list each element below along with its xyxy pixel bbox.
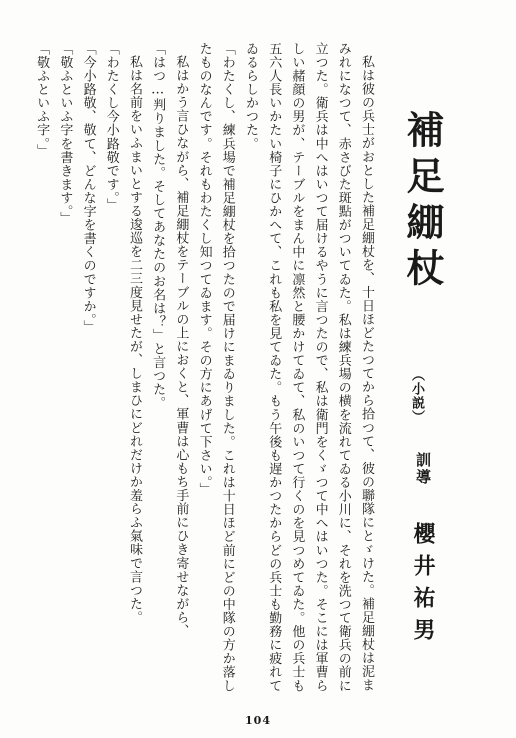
paragraph: 「わたくし、練兵場で補足綳杖を拾つたので届けにまゐりました。これは十日ほど前にどの中隊の方か落したものなんです。それもわたくし知つてゐます。その方にあげて下さい。」 (196, 42, 235, 693)
paragraph: 「はつ…判りました。そしてあなたのお名は？」と言つた。 (150, 42, 166, 410)
paragraph: 「敬ふといふ字。」 (34, 42, 50, 158)
paragraph: 「敬ふといふ字を書きます。」 (57, 42, 73, 226)
paragraph: 私は彼の兵士がおとした補足綳杖を、十日ほどたつてから拾つて、彼の聯隊にとゞけた。補足綳杖は泥まみれになつて、赤さびた斑點がついてゐた。私は練兵場の横を流れてゐる小川に、それを洗つて衛兵の前に立つた。衛兵は中へはいつて届けるやうに言つたので、私は衛門をくゞつて中へはいつた。そこには軍曹らしい赭顔の男が、テーブルをまん中に凛然と腰かけてゐて、私のいつて行くのを見つめてゐた。他の兵士も五六人長いかたい椅子にひかへて、これも私を見てゐた。もう午後も遅かつたからどの兵士も勤務に疲れてゐるらしかつた。 (242, 42, 374, 693)
author-name: 櫻井祐男 (410, 522, 436, 650)
author-role: 訓導 (414, 452, 432, 486)
genre-label: （小説） (409, 368, 424, 424)
story-body (22, 42, 378, 694)
page-number: 104 (245, 714, 271, 727)
author-byline (408, 452, 439, 650)
paragraph: 「今小路敬、敬て、どんな字を書くのですか。」 (80, 42, 96, 334)
paragraph: 私はかう言ひながら、補足綳杖をテーブルの上におくと、軍曹は心もち手前にひき寄せながら、 (173, 55, 189, 638)
paragraph: 「わたくし今小路敬です。」 (103, 42, 119, 212)
paragraph: 私は名前をいふまいとする逡巡を二三度見せたが、しまひにどれだけか羞らふ氣味で言つた。 (126, 55, 142, 625)
story-title-text: 補足綳杖 (400, 110, 445, 294)
